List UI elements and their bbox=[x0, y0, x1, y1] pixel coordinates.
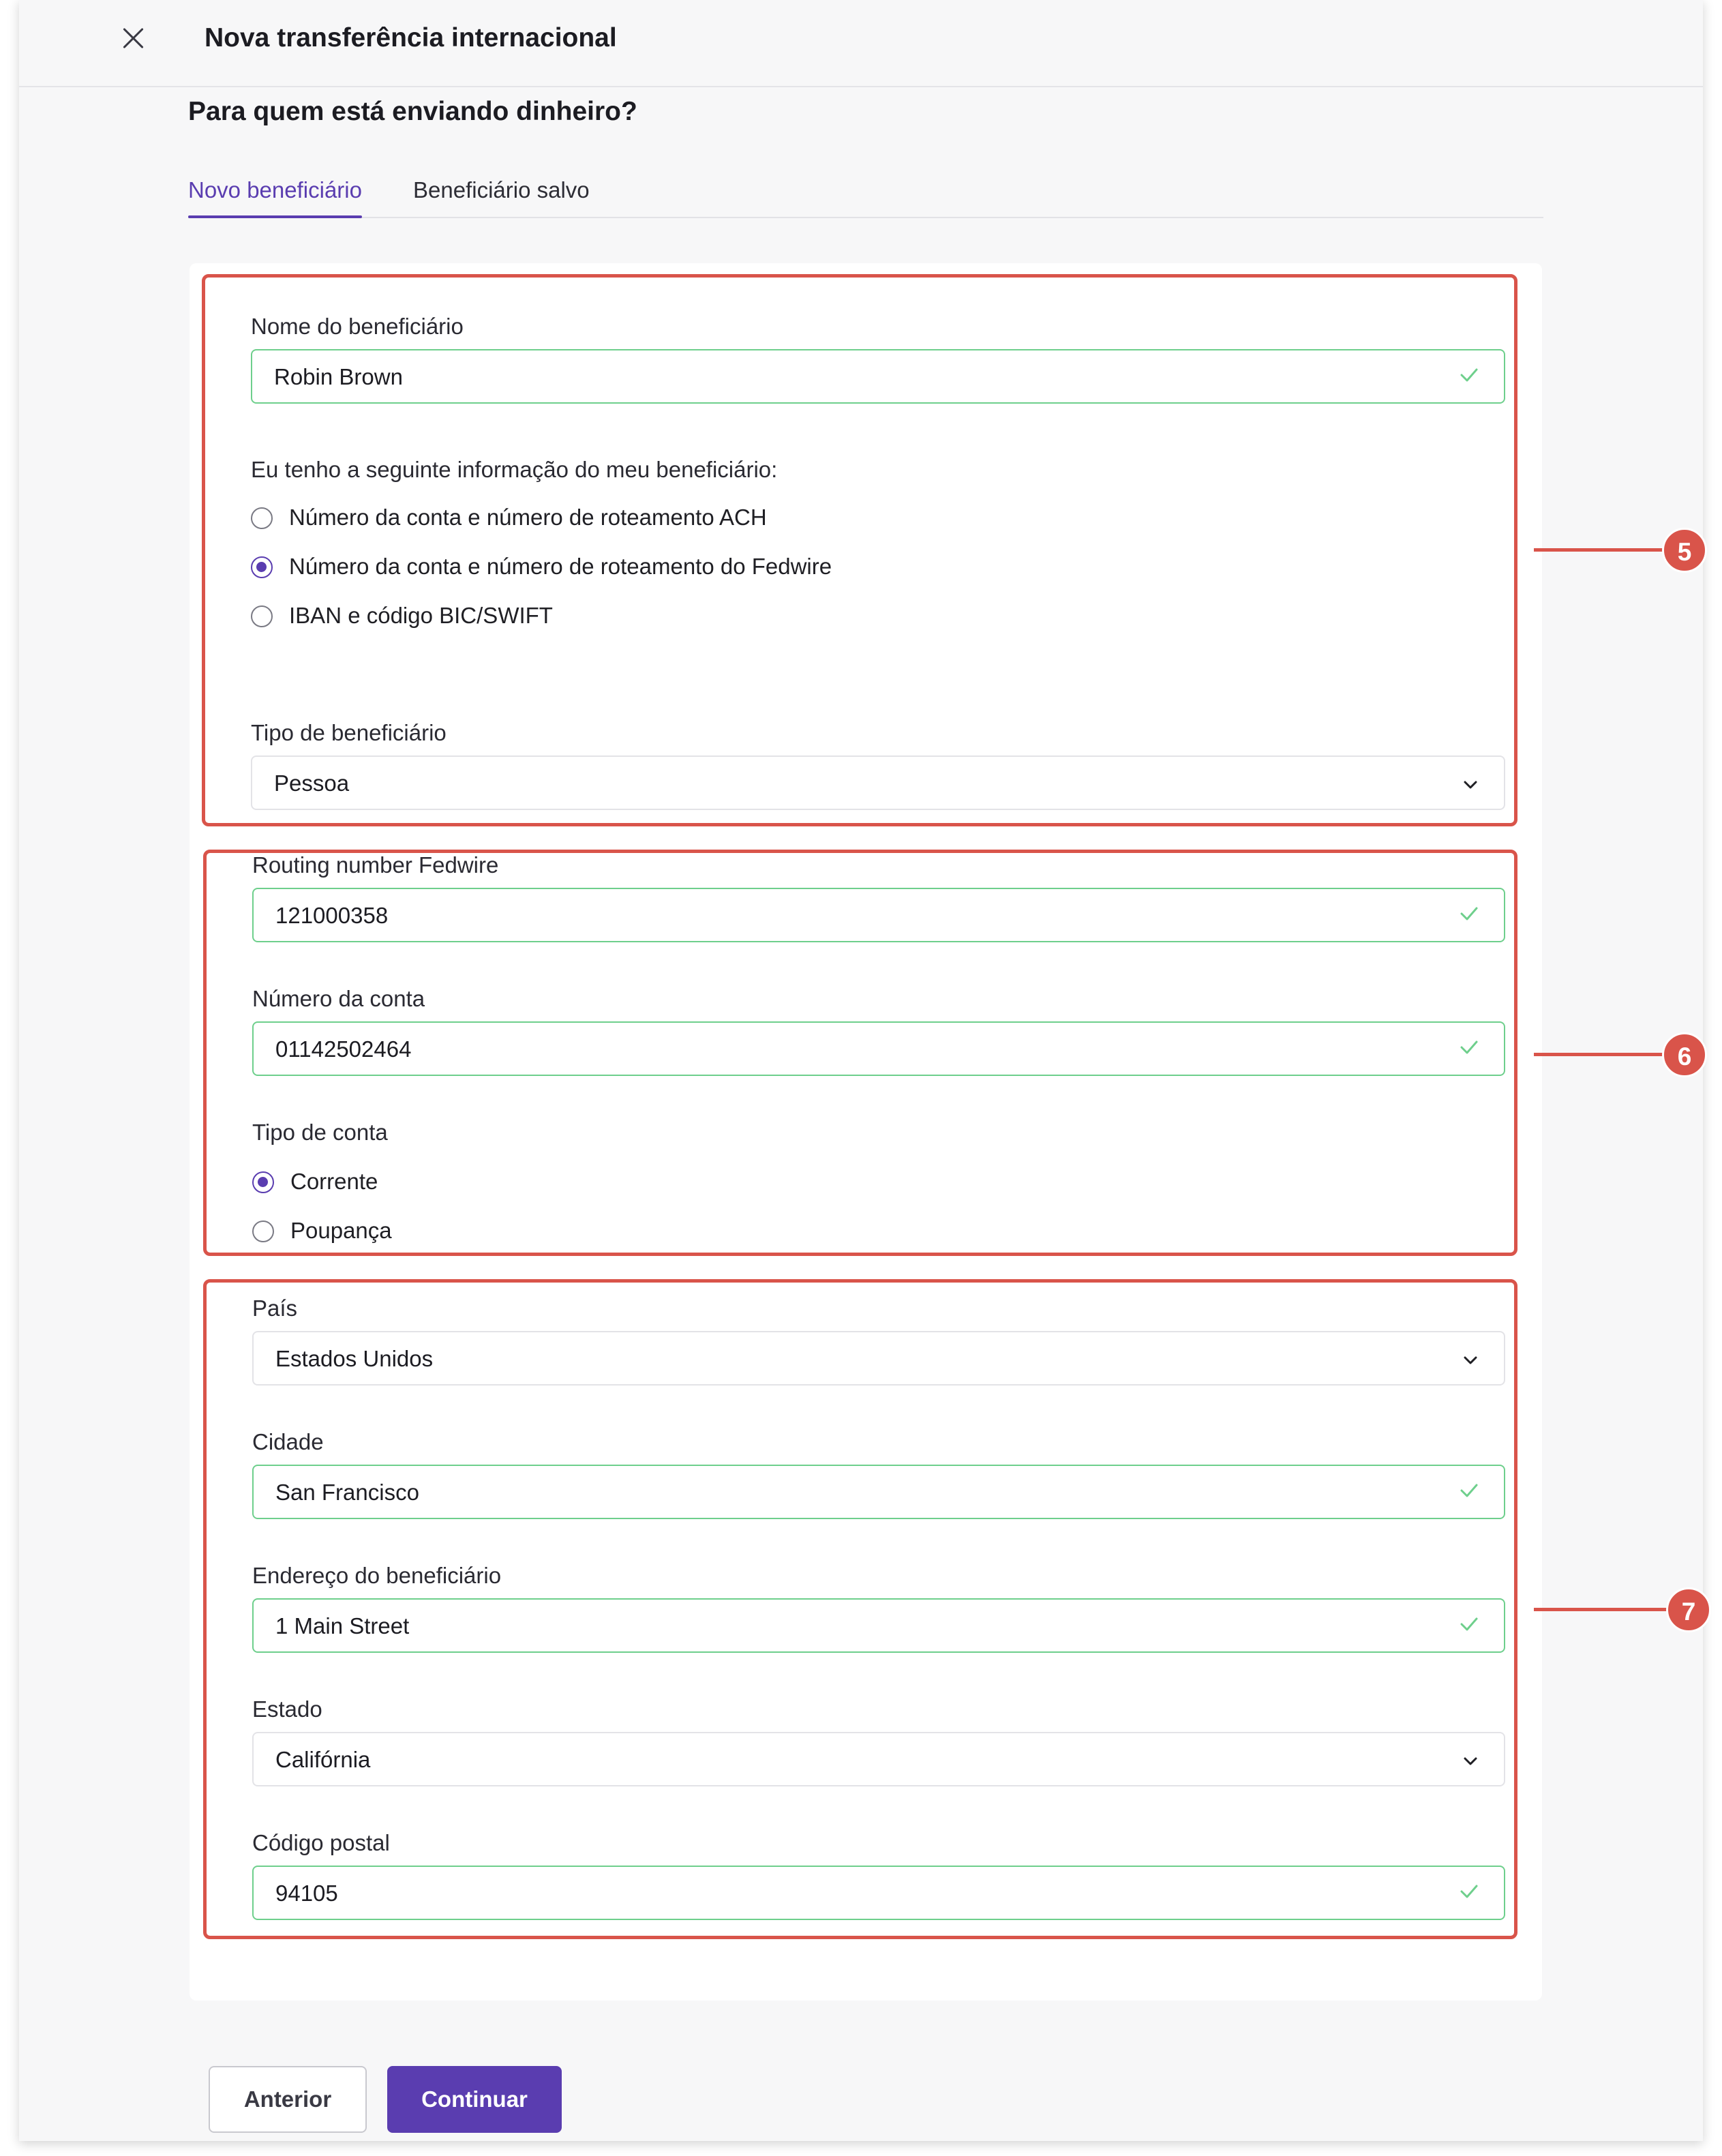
country-value: Estados Unidos bbox=[275, 1346, 434, 1371]
beneficiary-name-value: Robin Brown bbox=[274, 364, 403, 389]
account-number-label: Número da conta bbox=[252, 986, 425, 1011]
continue-button[interactable]: Continuar bbox=[387, 2066, 562, 2133]
beneficiary-name-label: Nome do beneficiário bbox=[251, 314, 464, 339]
radio-ach-label: Número da conta e número de roteamento ACH bbox=[289, 505, 767, 530]
radio-checking-label: Corrente bbox=[290, 1169, 378, 1194]
callout-line-6 bbox=[1534, 1053, 1663, 1056]
routing-label: Routing number Fedwire bbox=[252, 852, 499, 878]
callout-box-6 bbox=[203, 850, 1517, 1256]
radio-iban-label: IBAN e código BIC/SWIFT bbox=[289, 603, 553, 628]
zip-label: Código postal bbox=[252, 1830, 390, 1855]
page-question: Para quem está enviando dinheiro? bbox=[188, 97, 637, 126]
state-value: Califórnia bbox=[275, 1747, 371, 1772]
address-label: Endereço do beneficiário bbox=[252, 1563, 502, 1588]
callout-line-7 bbox=[1534, 1608, 1667, 1611]
address-value: 1 Main Street bbox=[275, 1613, 410, 1638]
modal-title: Nova transferência internacional bbox=[205, 23, 617, 53]
info-type-label: Eu tenho a seguinte informação do meu beneficiário: bbox=[251, 457, 778, 482]
account-type-label: Tipo de conta bbox=[252, 1120, 388, 1145]
zip-value: 94105 bbox=[275, 1881, 338, 1906]
callout-box-5 bbox=[202, 274, 1517, 826]
beneficiary-tabs bbox=[188, 175, 1543, 218]
callout-badge-7: 7 bbox=[1666, 1587, 1711, 1632]
radio-fedwire-label: Número da conta e número de roteamento do Fedwire bbox=[289, 554, 832, 579]
callout-box-7 bbox=[203, 1279, 1517, 1939]
beneficiary-type-value: Pessoa bbox=[274, 770, 350, 796]
callout-badge-5: 5 bbox=[1662, 528, 1707, 573]
tab-new-beneficiary[interactable]: Novo beneficiário bbox=[188, 177, 362, 203]
tab-saved-beneficiary[interactable]: Beneficiário salvo bbox=[413, 177, 590, 203]
radio-savings-label: Poupança bbox=[290, 1218, 392, 1243]
modal-header bbox=[19, 0, 1703, 87]
city-value: San Francisco bbox=[275, 1480, 419, 1505]
routing-value: 121000358 bbox=[275, 903, 389, 928]
country-label: País bbox=[252, 1296, 298, 1321]
callout-badge-6: 6 bbox=[1662, 1032, 1707, 1077]
beneficiary-type-label: Tipo de beneficiário bbox=[251, 720, 447, 745]
previous-button[interactable]: Anterior bbox=[209, 2066, 367, 2133]
callout-line-5 bbox=[1534, 548, 1663, 552]
state-label: Estado bbox=[252, 1696, 322, 1722]
city-label: Cidade bbox=[252, 1429, 324, 1454]
close-icon[interactable] bbox=[119, 23, 149, 53]
account-number-value: 01142502464 bbox=[275, 1036, 412, 1062]
